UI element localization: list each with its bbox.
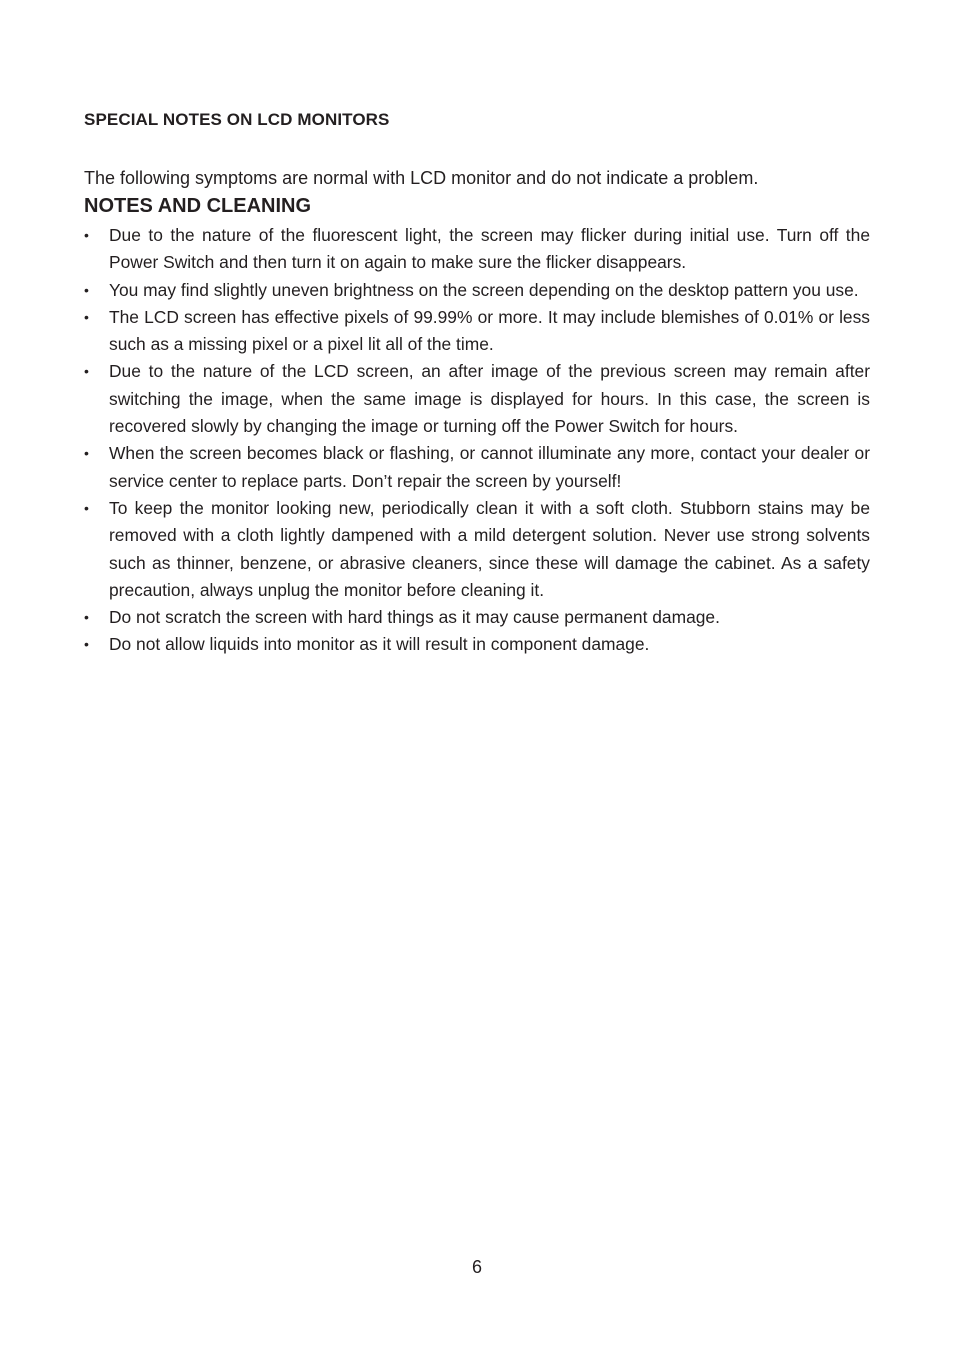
list-item-text: To keep the monitor looking new, periodically clean it with a soft cloth. Stubborn stains may be removed with a cloth lightly dampened with a mild detergent solution. Never use strong solvents such as thinner, benzene, or abrasive cleaners, since these will damage the cabinet. As a safety precaution, always unplug the monitor before cleaning it. xyxy=(109,497,870,600)
list-item-text: Due to the nature of the fluorescent light, the screen may flicker during initial use. Turn off the Power Switch and then turn it on again to make sure the flicker disappears. xyxy=(109,225,870,273)
list-item xyxy=(84,631,870,658)
notes-heading: NOTES AND CLEANING xyxy=(84,195,312,217)
list-item xyxy=(84,304,870,359)
bullet-icon: • xyxy=(84,281,89,298)
intro-paragraph: The following symptoms are normal with LCD monitor and do not indicate a problem. xyxy=(84,168,759,188)
list-item-text: Do not allow liquids into monitor as it will result in component damage. xyxy=(109,634,650,655)
bullet-icon: • xyxy=(84,609,89,626)
list-item-text: When the screen becomes black or flashing, or cannot illuminate any more, contact your dealer or service center to replace parts. Don’t repair the screen by yourself! xyxy=(109,443,870,491)
bullet-icon: • xyxy=(84,308,89,325)
bullet-icon: • xyxy=(84,363,89,380)
section-title: SPECIAL NOTES ON LCD MONITORS xyxy=(84,110,390,129)
list-item xyxy=(84,358,870,440)
list-item xyxy=(84,604,870,631)
bullet-icon: • xyxy=(84,636,89,653)
list-item-text: The LCD screen has effective pixels of 99.99% or more. It may include blemishes of 0.01% or less such as a missing pixel or a pixel lit all of the time. xyxy=(109,306,870,355)
list-item xyxy=(84,495,870,604)
bullet-icon: • xyxy=(84,227,89,243)
list-item xyxy=(84,440,870,495)
list-item xyxy=(84,277,870,304)
bullet-icon: • xyxy=(84,445,89,462)
notes-list xyxy=(84,222,870,659)
page-number: 6 xyxy=(471,1257,482,1277)
list-item-text: You may find slightly uneven brightness on the screen depending on the desktop pattern you use. xyxy=(109,279,859,300)
list-item-text: Do not scratch the screen with hard things as it may cause permanent damage. xyxy=(109,607,720,628)
list-item-text: Due to the nature of the LCD screen, an after image of the previous screen may remain after switching the image, when the same image is displayed for hours. In this case, the screen is recovered slowly by changing the image or turning off the Power Switch for hours. xyxy=(109,361,870,437)
bullet-icon: • xyxy=(84,499,89,516)
list-item xyxy=(84,222,870,277)
